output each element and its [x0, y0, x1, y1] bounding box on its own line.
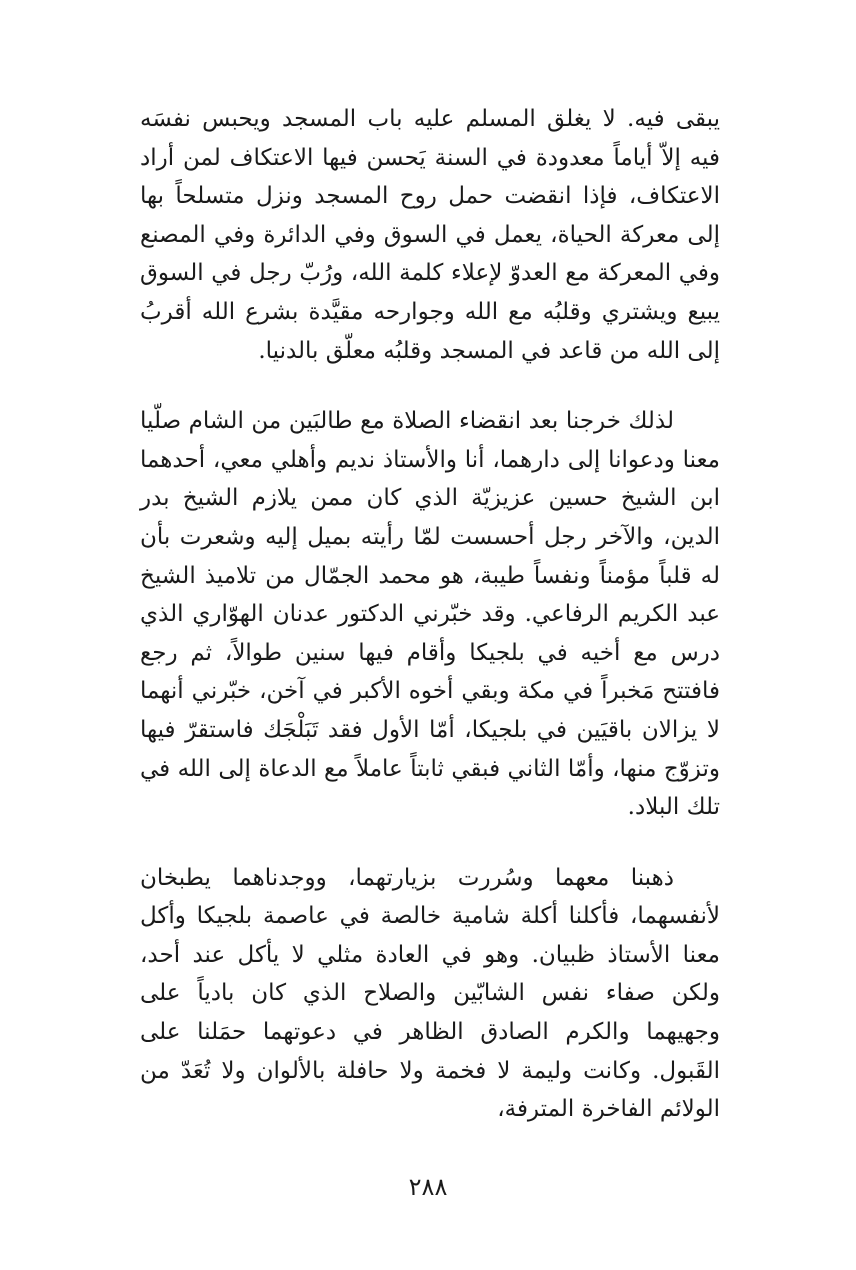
paragraph-visit-invitation: لذلك خرجنا بعد انقضاء الصلاة مع طالبَين من الشام صلّيا معنا ودعوانا إلى دارهما، أنا والأستاذ نديم وأهلي معي، أحدهما ابن الشيخ حسين عزيزيّة الذي كان ممن يلازم الشيخ بدر الدين، والآخر رجل أحسست لمّا رأيته بميل إليه وشعرت بأن له قلباً مؤمناً ونفساً طيبة، هو محمد الجمّال من تلاميذ الشيخ عبد الكريم الرفاعي. وقد خبّرني الدكتور عدنان الهوّاري الذي درس مع أخيه في بلجيكا وأقام فيها سنين طوالاً، ثم رجع فافتتح مَخبراً في مكة وبقي أخوه الأكبر في آخن، خبّرني أنهما لا يزالان باقيَين في بلجيكا، أمّا الأول فقد تَبَلْجَك فاستقرّ فيها وتزوّج منها، وأمّا الثاني فبقي ثابتاً عاملاً مع الدعاة إلى الله في تلك البلاد.: [140, 408, 720, 821]
page-number: ٢٨٨: [408, 1173, 448, 1201]
paragraph-meal: ذهبنا معهما وسُررت بزيارتهما، ووجدناهما يطبخان لأنفسهما، فأكلنا أكلة شامية خالصة في عاصمة بلجيكا وأكل معنا الأستاذ ظبيان. وهو في العادة مثلي لا يأكل عند أحد، ولكن صفاء نفس الشابّين والصلاح الذي كان بادياً على وجهيهما والكرم الصادق الظاهر في دعوتهما حمَلنا على القَبول. وكانت وليمة لا فخمة ولا حافلة بالألوان ولا تُعَدّ من الولائم الفاخرة المترفة،: [140, 864, 720, 1123]
paragraph-continuation: يبقى فيه. لا يغلق المسلم عليه باب المسجد ويحبس نفسَه فيه إلاّ أياماً معدودة في السنة يَحسن فيها الاعتكاف لمن أراد الاعتكاف، فإذا انقضت حمل روح المسجد ونزل متسلحاً بها إلى معركة الحياة، يعمل في السوق وفي الدائرة وفي المصنع وفي المعركة مع العدوّ لإعلاء كلمة الله، ورُبّ رجل في السوق يبيع ويشتري وقلبُه مع الله وجوارحه مقيَّدة بشرع الله أقربُ إلى الله من قاعد في المسجد وقلبُه معلّق بالدنيا.: [140, 106, 720, 364]
page-body: [140, 100, 720, 1161]
